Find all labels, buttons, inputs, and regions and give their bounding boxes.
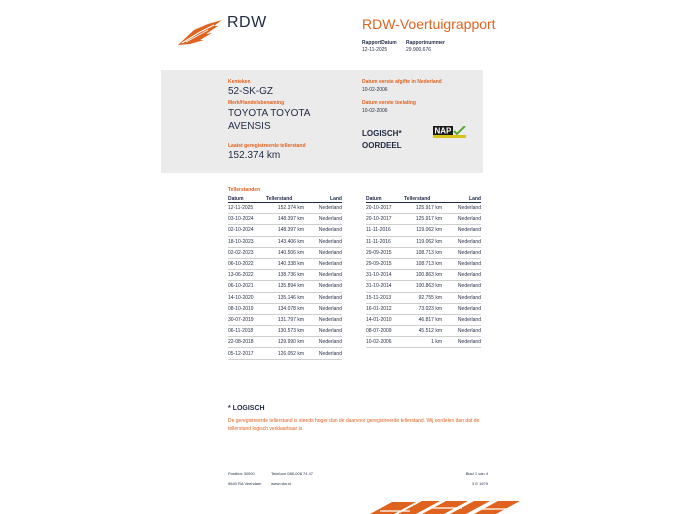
cell-date: 14-01-2010 [366, 314, 404, 325]
cell-odometer: 143.406 km [266, 236, 304, 247]
table-row [228, 292, 342, 303]
cell-odometer: 119.062 km [404, 225, 442, 236]
decorative-stripes-icon [370, 498, 525, 514]
report-date-label: RapportDatum [362, 40, 397, 46]
cell-country: Nederland [442, 337, 481, 348]
cell-country: Nederland [304, 281, 342, 292]
cell-odometer: 135.146 km [266, 292, 304, 303]
table-row [366, 214, 481, 225]
cell-odometer: 130.573 km [266, 326, 304, 337]
first-nl-label: Datum eerste afgifte in Nederland [362, 79, 442, 85]
make-line-2: AVENSIS [228, 121, 271, 132]
cell-date: 06-10-2022 [228, 258, 266, 269]
table-row [228, 225, 342, 236]
cell-country: Nederland [442, 214, 481, 225]
report-number-value: 29.900.676 [406, 47, 432, 53]
cell-date: 22-08-2018 [228, 337, 266, 348]
table-row [366, 314, 481, 325]
footer-postbus: Postbus 30000 [228, 471, 255, 476]
readings-table-right [366, 195, 481, 348]
cell-date: 31-10-2014 [366, 270, 404, 281]
cell-country: Nederland [442, 292, 481, 303]
vehicle-summary-panel [161, 70, 483, 173]
cell-odometer: 125.917 km [404, 203, 442, 214]
nap-logo-icon [433, 126, 466, 138]
verdict-line-2: OORDEEL [362, 141, 402, 150]
make-label: Merk/Handelsbenaming [228, 100, 285, 106]
cell-odometer: 46.817 km [404, 314, 442, 325]
note-title: * LOGISCH [228, 405, 265, 412]
cell-country: Nederland [304, 348, 342, 359]
readings-table-left [228, 195, 342, 360]
table-row [228, 236, 342, 247]
cell-odometer: 134.078 km [266, 303, 304, 314]
report-date-value: 12-11-2025 [362, 47, 388, 53]
cell-country: Nederland [442, 236, 481, 247]
cell-date: 15-11-2013 [366, 292, 404, 303]
report-number-label: Rapportnummer [406, 40, 445, 46]
col-header-odometer: Tellerstand [266, 195, 304, 203]
cell-odometer: 140.506 km [266, 247, 304, 258]
cell-date: 20-10-2017 [366, 214, 404, 225]
cell-odometer: 108.713 km [404, 258, 442, 269]
cell-date: 16-01-2012 [366, 303, 404, 314]
cell-odometer: 135.894 km [266, 281, 304, 292]
table-row [366, 292, 481, 303]
cell-country: Nederland [304, 326, 342, 337]
cell-date: 05-12-2017 [228, 348, 266, 359]
col-header-date: Datum [366, 195, 404, 203]
table-row [228, 214, 342, 225]
cell-date: 29-09-2015 [366, 258, 404, 269]
cell-date: 08-07-2009 [366, 326, 404, 337]
cell-odometer: 45.512 km [404, 326, 442, 337]
cell-date: 20-10-2017 [366, 203, 404, 214]
cell-country: Nederland [442, 203, 481, 214]
footer-code: 3 E 1679 [471, 481, 488, 486]
col-header-odometer: Tellerstand [404, 195, 442, 203]
cell-odometer: 100.863 km [404, 270, 442, 281]
cell-odometer: 100.863 km [404, 281, 442, 292]
col-header-country: Land [442, 195, 481, 203]
make-line-1: TOYOTA TOYOTA [228, 108, 311, 119]
table-row [228, 203, 342, 214]
cell-odometer: 119.062 km [404, 236, 442, 247]
cell-country: Nederland [304, 247, 342, 258]
table-row [366, 303, 481, 314]
table-row [228, 348, 342, 359]
table-row [228, 258, 342, 269]
cell-odometer: 152.374 km [266, 203, 304, 214]
cell-date: 18-10-2023 [228, 236, 266, 247]
odometer-value: 152.374 km [228, 150, 281, 161]
cell-country: Nederland [304, 270, 342, 281]
cell-date: 13-06-2022 [228, 270, 266, 281]
cell-country: Nederland [304, 292, 342, 303]
cell-odometer: 148.397 km [266, 225, 304, 236]
table-row [228, 326, 342, 337]
cell-odometer: 126.052 km [266, 348, 304, 359]
cell-date: 31-10-2014 [366, 281, 404, 292]
cell-odometer: 140.338 km [266, 258, 304, 269]
cell-country: Nederland [442, 303, 481, 314]
table-row [228, 270, 342, 281]
table-row [228, 337, 342, 348]
cell-country: Nederland [304, 258, 342, 269]
cell-country: Nederland [442, 281, 481, 292]
cell-date: 02-02-2023 [228, 247, 266, 258]
plate-label: Kenteken [228, 79, 251, 85]
cell-odometer: 129.990 km [266, 337, 304, 348]
cell-date: 02-10-2024 [228, 225, 266, 236]
cell-odometer: 73.023 km [404, 303, 442, 314]
cell-date: 08-10-2019 [228, 303, 266, 314]
cell-country: Nederland [304, 236, 342, 247]
table-row [228, 281, 342, 292]
table-row [366, 247, 481, 258]
table-row [366, 337, 481, 348]
cell-date: 11-11-2016 [366, 236, 404, 247]
table-row [366, 236, 481, 247]
cell-odometer: 1 km [404, 337, 442, 348]
table-row [366, 258, 481, 269]
cell-country: Nederland [442, 258, 481, 269]
table-row [366, 281, 481, 292]
first-admission-value: 10-02-2006 [362, 108, 388, 114]
cell-country: Nederland [442, 247, 481, 258]
footer-web[interactable]: www.rdw.nl [271, 481, 292, 486]
readings-title: Tellerstanden [228, 187, 261, 193]
table-row [228, 314, 342, 325]
first-admission-label: Datum eerste toelating [362, 100, 416, 106]
table-row [366, 326, 481, 337]
cell-date: 06-10-2021 [228, 281, 266, 292]
cell-odometer: 125.917 km [404, 214, 442, 225]
footer-phone: Telefoon 088-008 74 47 [271, 471, 314, 476]
brand-name: RDW [227, 14, 267, 31]
table-row [366, 225, 481, 236]
cell-odometer: 108.713 km [404, 247, 442, 258]
report-title: RDW-Voertuigrapport [362, 16, 496, 32]
cell-country: Nederland [442, 270, 481, 281]
cell-country: Nederland [442, 225, 481, 236]
cell-date: 29-09-2015 [366, 247, 404, 258]
table-row [366, 203, 481, 214]
table-row [228, 303, 342, 314]
table-row [228, 247, 342, 258]
col-header-country: Land [304, 195, 342, 203]
cell-odometer: 131.797 km [266, 314, 304, 325]
cell-country: Nederland [304, 314, 342, 325]
note-text: De geregistreerde tellerstand is steeds hoger dan de daarvoor geregistreerde tellerstand. Wij oordelen dan dat de tellerstand logisch verklaarbaar is. [228, 418, 480, 432]
cell-odometer: 92.755 km [404, 292, 442, 303]
cell-date: 06-11-2018 [228, 326, 266, 337]
first-nl-value: 10-02-2006 [362, 87, 388, 93]
cell-country: Nederland [304, 214, 342, 225]
cell-country: Nederland [304, 337, 342, 348]
verdict-line-1: LOGISCH* [362, 129, 402, 138]
nap-text: NAP [434, 126, 452, 136]
cell-country: Nederland [304, 303, 342, 314]
cell-date: 11-11-2016 [366, 225, 404, 236]
cell-country: Nederland [304, 203, 342, 214]
footer-page: Blad 1 van 4 [465, 471, 488, 476]
cell-odometer: 138.736 km [266, 270, 304, 281]
cell-date: 30-07-2019 [228, 314, 266, 325]
plate-value: 52-SK-GZ [228, 86, 274, 97]
cell-date: 03-10-2024 [228, 214, 266, 225]
cell-date: 14-10-2020 [228, 292, 266, 303]
table-row [366, 270, 481, 281]
rdw-logo-icon [178, 20, 222, 46]
cell-country: Nederland [442, 314, 481, 325]
footer-city: 9640 RA Veendam [228, 481, 262, 486]
cell-country: Nederland [442, 326, 481, 337]
cell-country: Nederland [304, 225, 342, 236]
cell-date: 12-11-2025 [228, 203, 266, 214]
cell-odometer: 148.397 km [266, 214, 304, 225]
col-header-date: Datum [228, 195, 266, 203]
odometer-label: Laatst geregistreerde tellerstand [228, 143, 306, 149]
cell-date: 10-02-2006 [366, 337, 404, 348]
